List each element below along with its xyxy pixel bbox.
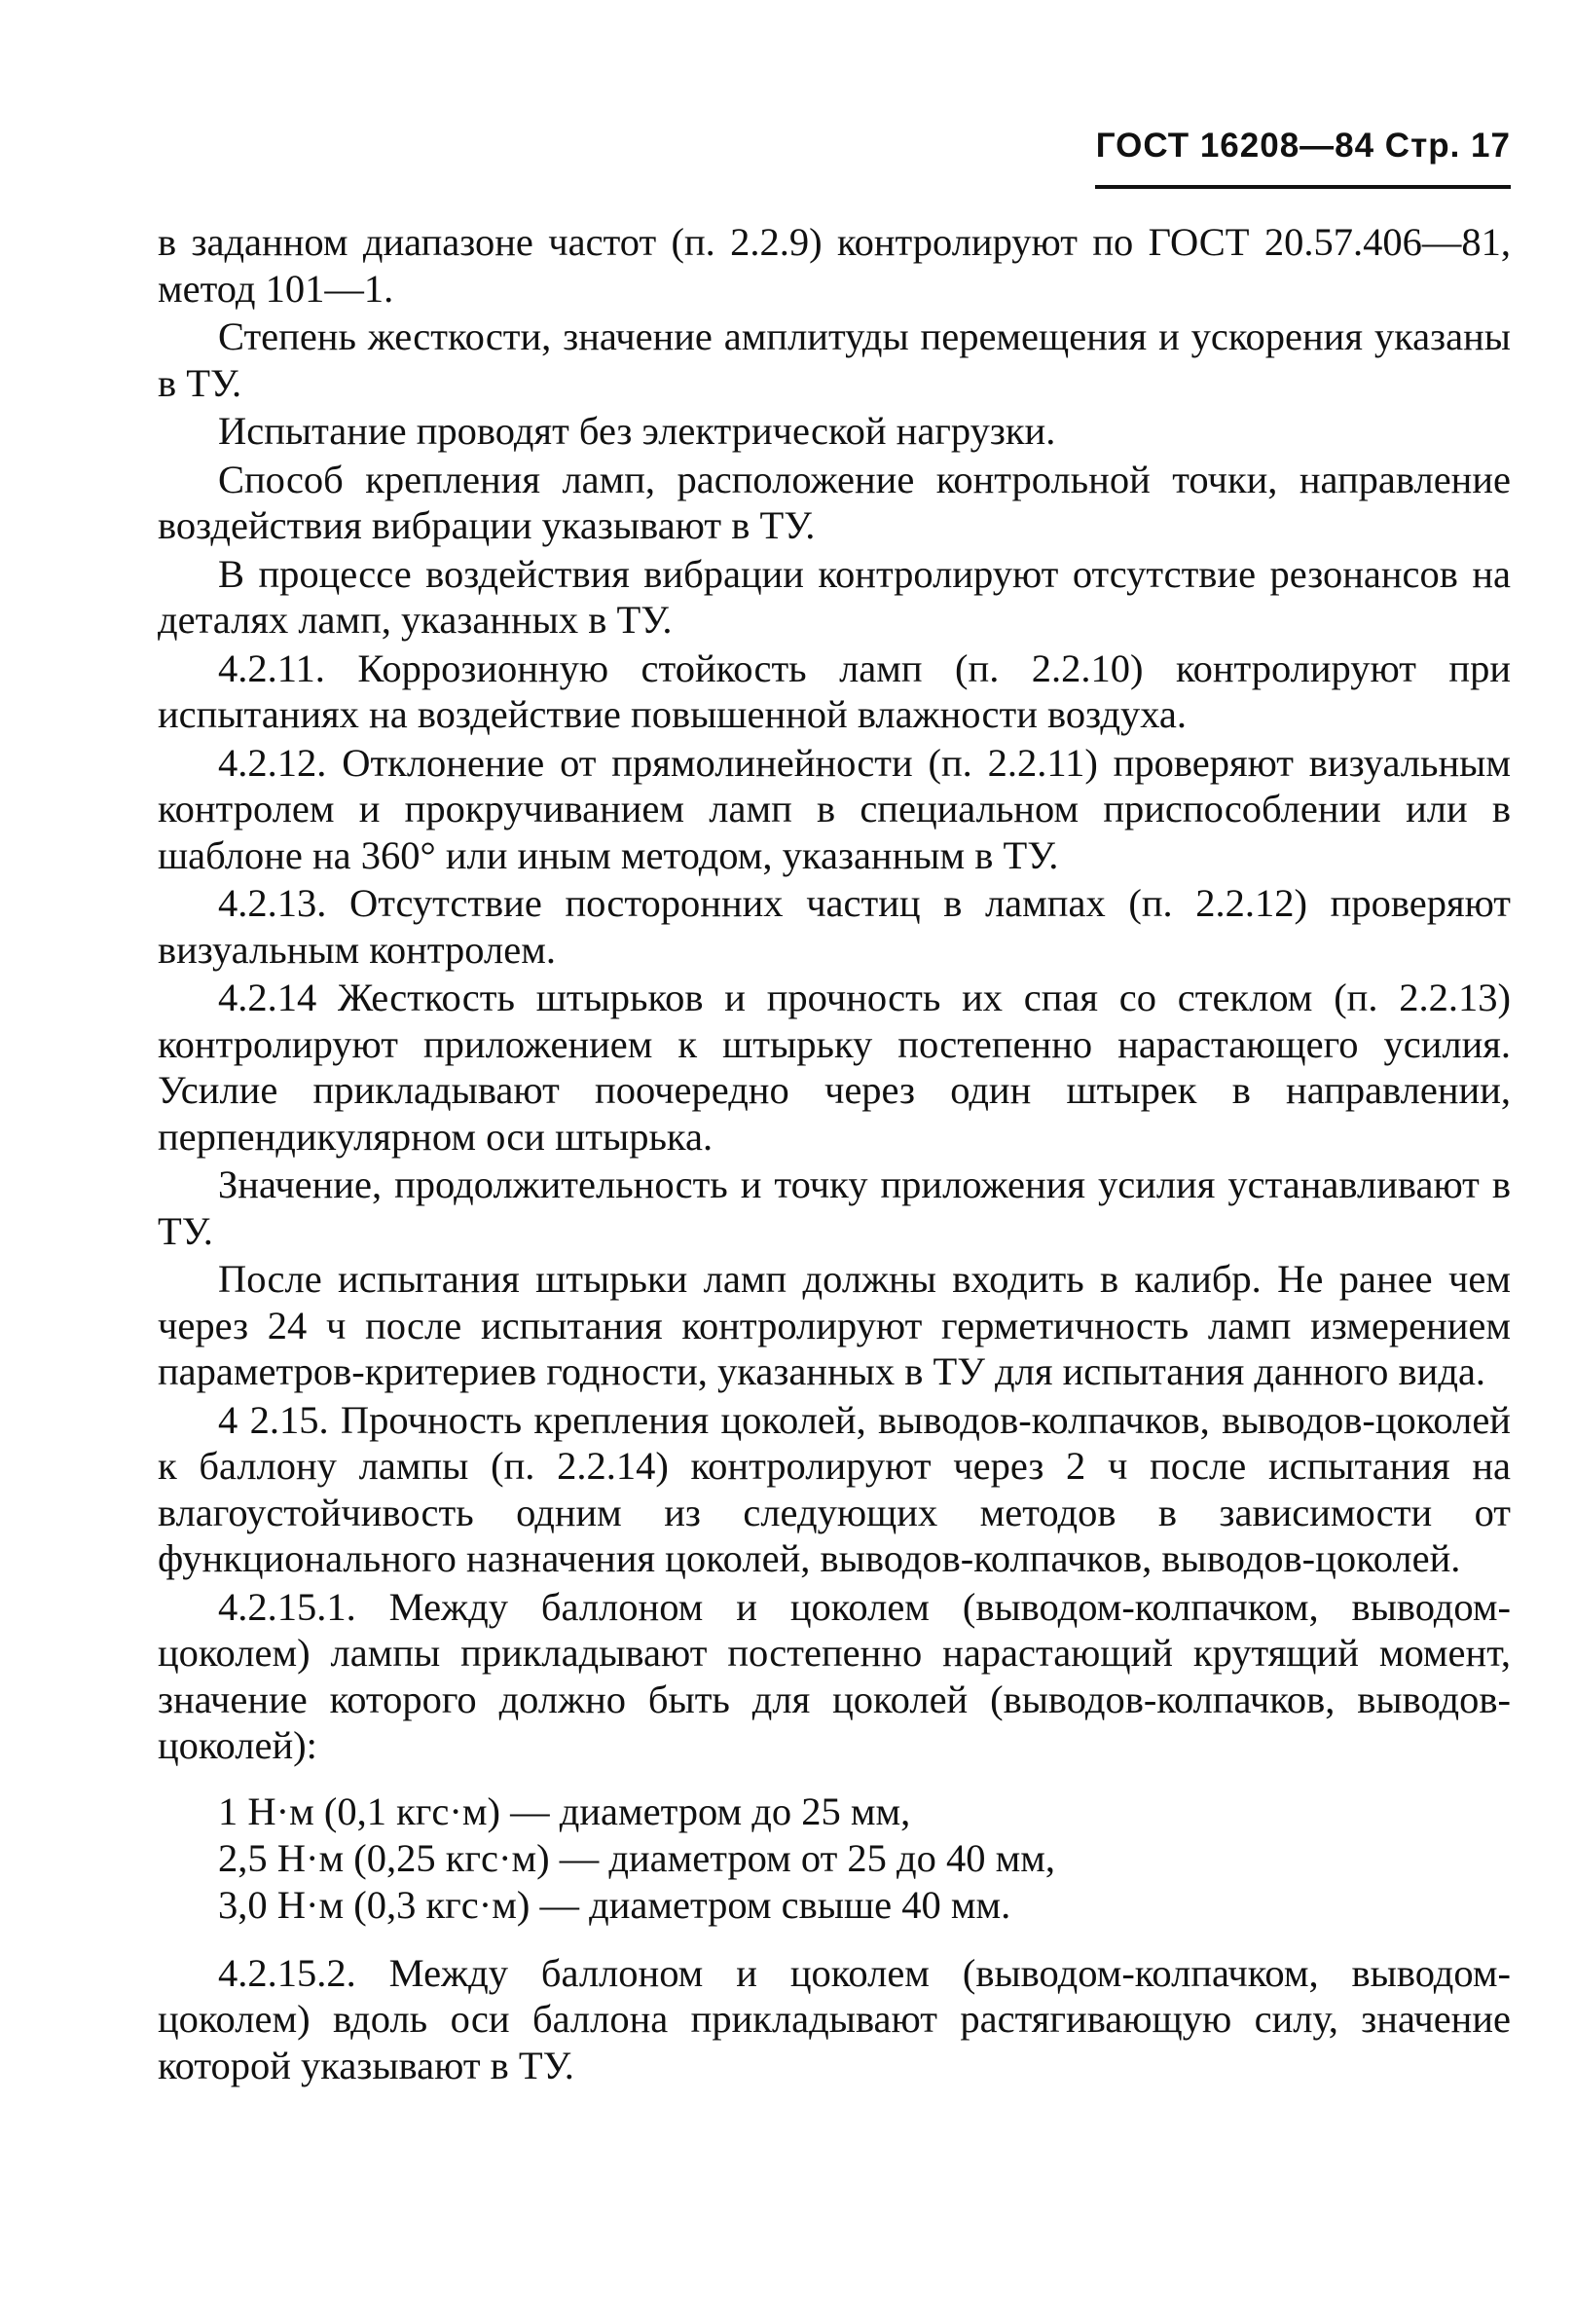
paragraph-4-2-14: 4.2.14 Жесткость штырьков и прочность их спая со стеклом (п. 2.2.13) контролируют приложением к штырьку постепенно нарастающего усилия. Усилие прикладывают поочередно через один штырек в направлении, перпендикулярном оси штырька. [158,976,1511,1159]
page-header: ГОСТ 16208—84 Стр. 17 [1095,127,1511,165]
torque-value-line: 2,5 Н·м (0,25 кгс·м) — диаметром от 25 до 40 мм, [218,1835,1056,1880]
torque-value-line: 1 Н·м (0,1 кгс·м) — диаметром до 25 мм, [218,1789,911,1833]
paragraph-mounting-method: Способ крепления ламп, расположение контрольной точки, направление воздействия вибрации указывают в ТУ. [158,457,1511,547]
torque-value-line: 3,0 Н·м (0,3 кгс·м) — диаметром свыше 40 мм. [218,1882,1011,1927]
paragraph-4-2-15-1: 4.2.15.1. Между баллоном и цоколем (выводом-колпачком, выводом-цоколем) лампы прикладывают постепенно нарастающий крутящий момент, значение которого должно быть для цоколей (выводов-колпачков, выводов-цоколей): [158,1584,1511,1767]
torque-list [218,1789,1511,1929]
paragraph-4-2-12: 4.2.12. Отклонение от прямолинейности (п. 2.2.11) проверяют визуальным контролем и прокручиванием ламп в специальном приспособлении или в шаблоне на 360° или иным методом, указанным в ТУ. [158,740,1511,877]
paragraph-after-test: После испытания штырьки ламп должны входить в калибр. Не ранее чем через 24 ч после испытания контролируют герметичность ламп измерением параметров-критериев годности, указанных в ТУ для испытания данного вида. [158,1257,1511,1393]
paragraph-force-value: Значение, продолжительность и точку приложения усилия устанавливают в ТУ. [158,1162,1511,1253]
paragraph-4-2-15-2: 4.2.15.2. Между баллоном и цоколем (выводом-колпачком, выводом-цоколем) вдоль оси баллона прикладывают растягивающую силу, значение которой указывают в ТУ. [158,1950,1511,2087]
paragraph-continuation: в заданном диапазоне частот (п. 2.2.9) контролируют по ГОСТ 20.57.406—81, метод 101—1. [158,220,1511,311]
document-body [158,219,1511,2090]
paragraph-4-2-11: 4.2.11. Коррозионную стойкость ламп (п. 2.2.10) контролируют при испытаниях на воздействие повышенной влажности воздуха. [158,646,1511,736]
paragraph-no-load: Испытание проводят без электрической нагрузки. [218,409,1056,453]
header-rule [1095,185,1511,189]
paragraph-resonance-control: В процессе воздействия вибрации контролируют отсутствие резонансов на деталях ламп, указанных в ТУ. [158,551,1511,642]
paragraph-4-2-15: 4 2.15. Прочность крепления цоколей, выводов-колпачков, выводов-цоколей к баллону лампы (п. 2.2.14) контролируют через 2 ч после испытания на влагоустойчивость одним из следующих методов в зависимости от функционального назначения цоколей, выводов-колпачков, выводов-цоколей. [158,1397,1511,1580]
paragraph-severity: Степень жесткости, значение амплитуды перемещения и ускорения указаны в ТУ. [158,314,1511,405]
paragraph-4-2-13: 4.2.13. Отсутствие посторонних частиц в лампах (п. 2.2.12) проверяют визуальным контролем. [158,881,1511,972]
